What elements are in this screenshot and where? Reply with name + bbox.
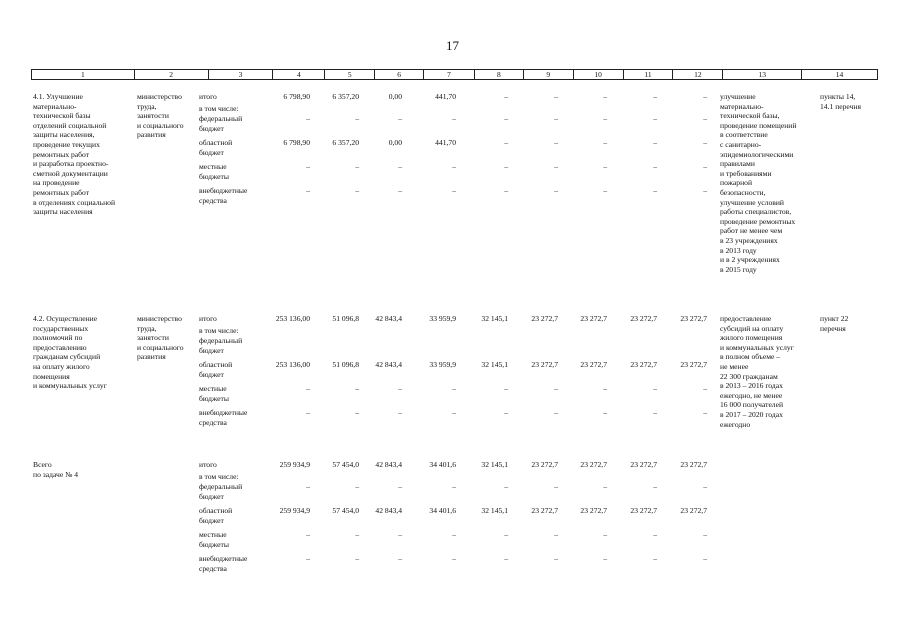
funding-value-cell: – [653,554,657,563]
funding-value-cell: – [504,114,508,123]
funding-value-cell: – [306,408,310,417]
executor-text-line: занятости [137,333,169,343]
funding-source-label: в том числе: [199,326,239,335]
result-text-line: в 23 учреждениях [720,236,778,245]
funding-value-cell: – [603,114,607,123]
funding-value-cell: – [554,162,558,171]
funding-value-cell: 441,70 [435,138,456,147]
column-header-5: 5 [325,70,375,79]
page-number: 17 [446,38,459,53]
measure-text-line: государственных [33,323,89,333]
funding-value-cell: – [452,408,456,417]
funding-value-cell: – [603,92,607,101]
executor-text-line: министерство [137,92,182,101]
column-header-11: 11 [624,70,674,79]
executor-text-line: труда, [137,323,157,333]
result-text-line: в 2013 – 2016 годах [720,381,783,391]
funding-value-cell: 0,00 [388,138,402,147]
link-text-line: пункт 22 [820,314,849,323]
executor-text-line: и социального [137,342,184,352]
measure-text-line: ремонтных работ [33,188,90,197]
funding-source-label: бюджет [199,123,224,133]
funding-value-cell: 6 357,20 [332,138,359,147]
column-header-6: 6 [375,70,424,79]
funding-source-label: бюджеты [199,393,229,403]
measure-text-line: Всего [33,460,52,469]
funding-value-cell: – [554,482,558,491]
funding-value-cell: 23 272,7 [580,314,607,323]
funding-value-cell: 51 096,8 [332,360,359,369]
funding-value-cell: – [504,554,508,563]
measure-text-line: 4.2. Осуществление [33,314,98,323]
measure-text-line: гражданам субсидий [33,352,101,362]
funding-value-cell: – [653,384,657,393]
funding-source-label: внебюджетные [199,186,248,195]
funding-value-cell: 23 272,7 [680,314,707,323]
funding-value-cell: – [306,530,310,539]
executor-text-line: развития [137,352,166,362]
measure-text-line: отделений социальной [33,120,107,130]
result-text-line: в 2015 году [720,264,757,274]
funding-source-label: итого [199,314,217,323]
funding-value-cell: – [306,162,310,171]
funding-value-cell: – [398,482,402,491]
funding-value-cell: 32 145,1 [481,360,508,369]
funding-source-label: бюджеты [199,539,229,549]
funding-source-label: местные [199,384,227,393]
funding-value-cell: 23 272,7 [531,460,558,469]
measure-text-line: технической базы [33,111,91,121]
funding-value-cell: 6 357,20 [332,92,359,101]
funding-source-label: федеральный [199,336,243,345]
column-header-2: 2 [135,70,209,79]
funding-value-cell: – [653,530,657,539]
measure-text-line: 4.1. Улучшение [33,92,83,101]
result-text-line: в полном объеме – [720,352,781,362]
result-text-line: пожарной [720,178,753,188]
funding-source-label: средства [199,417,227,427]
funding-value-cell: – [504,384,508,393]
result-text-line: в соответствие [720,130,768,140]
funding-value-cell: – [504,482,508,491]
result-text-line: проведение помещений [720,120,797,130]
funding-value-cell: – [554,530,558,539]
column-header-7: 7 [424,70,475,79]
funding-value-cell: 23 272,7 [580,506,607,515]
funding-value-cell: 259 934,9 [279,460,310,469]
funding-value-cell: – [504,530,508,539]
link-text-line: перечня [820,323,846,333]
funding-value-cell: 253 136,00 [275,314,310,323]
funding-value-cell: 441,70 [435,92,456,101]
funding-value-cell: – [554,186,558,195]
funding-value-cell: – [398,186,402,195]
column-header-12: 12 [673,70,723,79]
column-header-1: 1 [32,70,135,79]
funding-value-cell: – [452,530,456,539]
measure-text-line: и разработка проектно- [33,159,109,169]
result-text-line: и в 2 учреждениях [720,255,780,265]
funding-value-cell: – [504,408,508,417]
funding-value-cell: 6 798,90 [283,138,310,147]
result-text-line: предоставление [720,314,772,323]
funding-value-cell: – [703,554,707,563]
funding-value-cell: – [703,482,707,491]
measure-text-line: защиты населения, [33,130,95,140]
funding-value-cell: – [653,92,657,101]
funding-value-cell: – [398,384,402,393]
funding-source-label: бюджет [199,147,224,157]
funding-value-cell: – [554,554,558,563]
funding-value-cell: – [554,138,558,147]
funding-value-cell: – [653,114,657,123]
result-text-line: эпидемиологическими [720,149,794,159]
funding-value-cell: 42 843,4 [375,460,402,469]
measure-text-line: на оплату жилого [33,362,90,371]
funding-value-cell: 42 843,4 [375,360,402,369]
funding-value-cell: – [452,384,456,393]
result-text-line: материально- [720,101,764,111]
funding-value-cell: 23 272,7 [531,360,558,369]
funding-value-cell: 23 272,7 [630,360,657,369]
funding-value-cell: – [355,554,359,563]
link-text-line: пункты 14, [820,92,856,101]
funding-value-cell: – [306,114,310,123]
funding-source-label: областной [199,360,233,369]
funding-value-cell: – [355,530,359,539]
funding-source-label: федеральный [199,114,243,123]
result-text-line: в 2017 – 2020 годах [720,410,783,419]
funding-value-cell: – [504,162,508,171]
result-text-line: работ не менее чем [720,226,783,236]
funding-source-label: средства [199,563,227,573]
funding-value-cell: – [452,162,456,171]
funding-value-cell: – [355,162,359,171]
funding-value-cell: – [703,162,707,171]
funding-value-cell: 23 272,7 [580,360,607,369]
funding-value-cell: – [504,138,508,147]
funding-value-cell: – [603,554,607,563]
funding-source-label: федеральный [199,482,243,491]
executor-text-line: развития [137,130,166,140]
column-header-8: 8 [475,70,524,79]
funding-value-cell: 259 934,9 [279,506,310,515]
funding-value-cell: – [653,138,657,147]
funding-value-cell: – [603,186,607,195]
result-text-line: и коммунальных услуг [720,342,794,352]
result-text-line: в 2013 году [720,245,757,255]
funding-value-cell: 33 959,9 [429,314,456,323]
funding-value-cell: 253 136,00 [275,360,310,369]
column-header-4: 4 [273,70,325,79]
measure-text-line: по задаче № 4 [33,469,79,479]
result-text-line: с санитарно- [720,140,762,149]
funding-value-cell: – [703,408,707,417]
measure-text-line: ремонтных работ [33,149,90,159]
funding-value-cell: – [398,114,402,123]
funding-value-cell: – [355,384,359,393]
funding-value-cell: 23 272,7 [680,460,707,469]
executor-text-line: министерство [137,314,182,323]
funding-value-cell: – [452,482,456,491]
funding-value-cell: – [306,554,310,563]
funding-source-label: местные [199,530,227,539]
funding-value-cell: 23 272,7 [630,460,657,469]
funding-source-label: бюджеты [199,171,229,181]
column-header-3: 3 [209,70,274,79]
funding-value-cell: – [306,186,310,195]
funding-value-cell: 32 145,1 [481,460,508,469]
funding-value-cell: – [306,384,310,393]
result-text-line: безопасности, [720,188,766,197]
funding-value-cell: 23 272,7 [680,506,707,515]
funding-source-label: областной [199,506,233,515]
funding-value-cell: – [398,162,402,171]
funding-value-cell: – [603,530,607,539]
funding-value-cell: 32 145,1 [481,506,508,515]
funding-value-cell: – [452,114,456,123]
funding-value-cell: – [504,92,508,101]
funding-value-cell: – [554,408,558,417]
measure-text-line: помещения [33,371,70,381]
funding-value-cell: 23 272,7 [531,506,558,515]
funding-value-cell: 6 798,90 [283,92,310,101]
funding-value-cell: – [653,482,657,491]
funding-value-cell: 42 843,4 [375,314,402,323]
funding-value-cell: – [398,530,402,539]
funding-value-cell: – [603,138,607,147]
measure-text-line: сметной документации [33,168,108,178]
funding-value-cell: – [703,114,707,123]
result-text-line: проведение ремонтных [720,216,796,226]
funding-value-cell: – [603,482,607,491]
funding-value-cell: 51 096,8 [332,314,359,323]
result-text-line: улучшение [720,92,756,101]
result-text-line: ежегодно, не менее [720,390,783,400]
funding-value-cell: – [653,408,657,417]
funding-value-cell: – [703,530,707,539]
funding-value-cell: – [653,162,657,171]
funding-source-label: итого [199,460,217,469]
funding-source-label: областной [199,138,233,147]
funding-value-cell: – [452,186,456,195]
result-text-line: технической базы, [720,111,780,121]
executor-text-line: труда, [137,101,157,111]
measure-text-line: и коммунальных услуг [33,381,107,391]
result-text-line: не менее [720,362,749,371]
measure-text-line: проведение текущих [33,140,100,149]
funding-source-label: бюджет [199,345,224,355]
link-text-line: 14.1 перечня [820,101,861,111]
funding-source-label: бюджет [199,491,224,501]
funding-value-cell: 32 145,1 [481,314,508,323]
executor-text-line: занятости [137,111,169,121]
measure-text-line: на проведение [33,178,80,188]
funding-source-label: средства [199,195,227,205]
funding-value-cell: – [703,138,707,147]
funding-source-label: внебюджетные [199,554,248,563]
funding-value-cell: – [703,186,707,195]
result-text-line: работы специалистов, [720,207,792,217]
funding-value-cell: 23 272,7 [630,314,657,323]
funding-value-cell: 33 959,9 [429,360,456,369]
funding-value-cell: – [554,92,558,101]
funding-value-cell: – [554,384,558,393]
result-text-line: ежегодно [720,419,751,429]
column-header-9: 9 [524,70,574,79]
result-text-line: и требованиями [720,168,772,178]
funding-value-cell: – [703,384,707,393]
funding-value-cell: 34 401,6 [429,506,456,515]
measure-text-line: в отделениях социальной [33,197,116,207]
result-text-line: 22 300 гражданам [720,371,778,381]
funding-value-cell: – [452,554,456,563]
funding-value-cell: 42 843,4 [375,506,402,515]
column-header-14: 14 [835,70,844,79]
funding-source-label: бюджет [199,369,224,379]
funding-value-cell: – [306,482,310,491]
funding-source-label: в том числе: [199,104,239,113]
funding-value-cell: – [398,408,402,417]
result-text-line: 16 000 получателей [720,400,784,410]
executor-text-line: и социального [137,120,184,130]
funding-value-cell: 57 454,0 [332,506,359,515]
funding-value-cell: 0,00 [388,92,402,101]
column-header-13: 13 [723,70,802,79]
measure-text-line: материально- [33,101,77,111]
funding-value-cell: – [603,384,607,393]
measure-text-line: полномочий по [33,333,83,343]
funding-value-cell: 23 272,7 [630,506,657,515]
result-text-line: правилами [720,159,755,169]
column-header-10: 10 [574,70,624,79]
funding-value-cell: – [554,114,558,123]
funding-value-cell: – [355,186,359,195]
funding-value-cell: – [703,92,707,101]
result-text-line: улучшение условий [720,197,784,207]
measure-text-line: защиты населения [33,207,93,217]
funding-value-cell: 23 272,7 [531,314,558,323]
funding-value-cell: – [398,554,402,563]
funding-value-cell: – [603,162,607,171]
funding-value-cell: – [653,186,657,195]
measure-text-line: предоставлению [33,342,87,352]
funding-value-cell: – [603,408,607,417]
funding-value-cell: 34 401,6 [429,460,456,469]
funding-source-label: внебюджетные [199,408,248,417]
funding-value-cell: – [355,408,359,417]
funding-value-cell: – [355,482,359,491]
funding-value-cell: 23 272,7 [680,360,707,369]
funding-source-label: итого [199,92,217,101]
table-header-row [31,69,878,80]
funding-source-label: местные [199,162,227,171]
funding-value-cell: 23 272,7 [580,460,607,469]
funding-source-label: в том числе: [199,472,239,481]
result-text-line: субсидий на оплату [720,323,784,333]
funding-source-label: бюджет [199,515,224,525]
funding-value-cell: 57 454,0 [332,460,359,469]
funding-value-cell: – [355,114,359,123]
result-text-line: жилого помещения [720,333,783,343]
funding-value-cell: – [504,186,508,195]
